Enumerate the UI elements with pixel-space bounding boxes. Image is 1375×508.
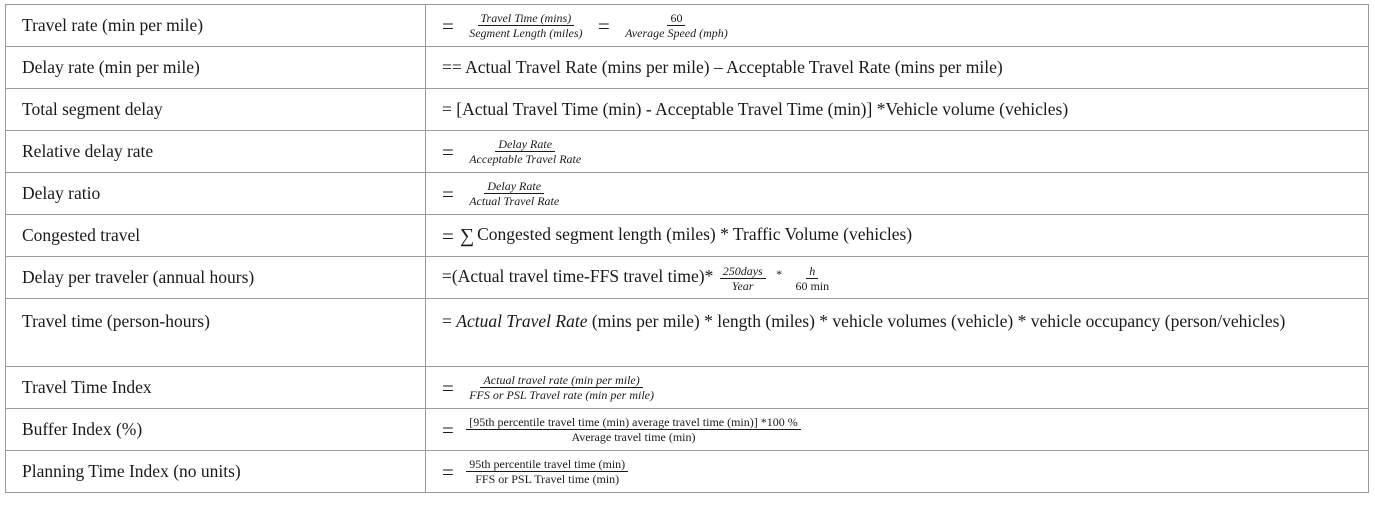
row-label: Buffer Index (%)	[6, 409, 426, 451]
table-row	[6, 451, 1369, 493]
equals-sign: =	[442, 13, 454, 38]
formula-text: =(Actual travel time-FFS travel time)*	[442, 266, 714, 287]
sum-symbol: ∑	[459, 224, 475, 247]
fraction: $\frac{h}{60 \min}$	[795, 263, 830, 293]
row-label: Delay per traveler (annual hours)	[6, 257, 426, 299]
formula-cell	[426, 257, 1369, 299]
table-row	[6, 409, 1369, 451]
formula-cell	[426, 173, 1369, 215]
formula-italic: Actual Travel Rate	[456, 311, 588, 331]
row-label: Delay ratio	[6, 173, 426, 215]
table-row	[6, 173, 1369, 215]
fraction: $\frac{\text{Delay Rate}}{\text{Acceptable Travel Rate}}$	[469, 137, 582, 166]
formula-cell: = Actual Travel Rate (mins per mile) * length (miles) * vehicle volumes (vehicle) * vehicle occupancy (person/vehicles)	[426, 299, 1369, 367]
equals-sign: =	[442, 139, 454, 164]
fraction: $\frac{\text{Travel Time (mins)}}{\text{Segment Length (miles)}}$	[469, 11, 583, 40]
formula-cell	[426, 131, 1369, 173]
formula-cell	[426, 5, 1369, 47]
row-label: Total segment delay	[6, 89, 426, 131]
formula-text: (mins per mile) * length (miles) * vehicle volumes (vehicle) * vehicle occupancy (person/vehicles)	[587, 311, 1286, 331]
fraction: [95th percentile travel time (min) average travel time (min)] *100 % Average travel time (min)	[466, 415, 801, 444]
equals-sign: =	[442, 181, 454, 206]
formula-text: Congested segment length (miles) * Traffic Volume (vehicles)	[477, 224, 913, 245]
formula-cell: == Actual Travel Rate (mins per mile) – Acceptable Travel Rate (mins per mile)	[426, 47, 1369, 89]
row-label: Relative delay rate	[6, 131, 426, 173]
formula-cell	[426, 215, 1369, 257]
equals-sign: =	[442, 224, 454, 249]
fraction: $\frac{\text{250days}}{\text{Year}}$	[720, 264, 766, 293]
table-row	[6, 47, 1369, 89]
table-row	[6, 367, 1369, 409]
fraction: $\frac{\text{95th percentile travel time (min)}}{\text{FFS or PSL Travel time (min)}}$	[466, 457, 628, 486]
table-row	[6, 131, 1369, 173]
table-row	[6, 215, 1369, 257]
row-label: Travel time (person-hours)	[6, 299, 426, 367]
table-row	[6, 89, 1369, 131]
row-label: Delay rate (min per mile)	[6, 47, 426, 89]
table-row	[6, 5, 1369, 47]
row-label: Travel rate (min per mile)	[6, 5, 426, 47]
fraction: $\frac{\text{Delay Rate}}{\text{Actual Travel Rate}}$	[469, 179, 560, 208]
equals-sign: =	[442, 417, 454, 442]
table-row	[6, 299, 1369, 367]
formula-table	[5, 4, 1369, 493]
row-label: Congested travel	[6, 215, 426, 257]
table-row	[6, 257, 1369, 299]
formula-cell: = [Actual Travel Time (min) - Acceptable Travel Time (min)] *Vehicle volume (vehicles)	[426, 89, 1369, 131]
row-label: Travel Time Index	[6, 367, 426, 409]
fraction: $\frac{60}{\text{Average Speed (mph)}}$	[625, 11, 728, 40]
formula-cell	[426, 409, 1369, 451]
equals-sign: =	[597, 13, 610, 38]
formula-cell	[426, 367, 1369, 409]
formula-cell	[426, 451, 1369, 493]
row-label: Planning Time Index (no units)	[6, 451, 426, 493]
equals-sign: =	[442, 459, 454, 484]
fraction: $\frac{\text{Actual travel rate (min per mile)}}{\text{FFS or PSL Travel rate (min per mile)}}$	[469, 373, 654, 402]
multiply-sign: *	[776, 267, 783, 282]
equals-sign: =	[442, 375, 454, 400]
